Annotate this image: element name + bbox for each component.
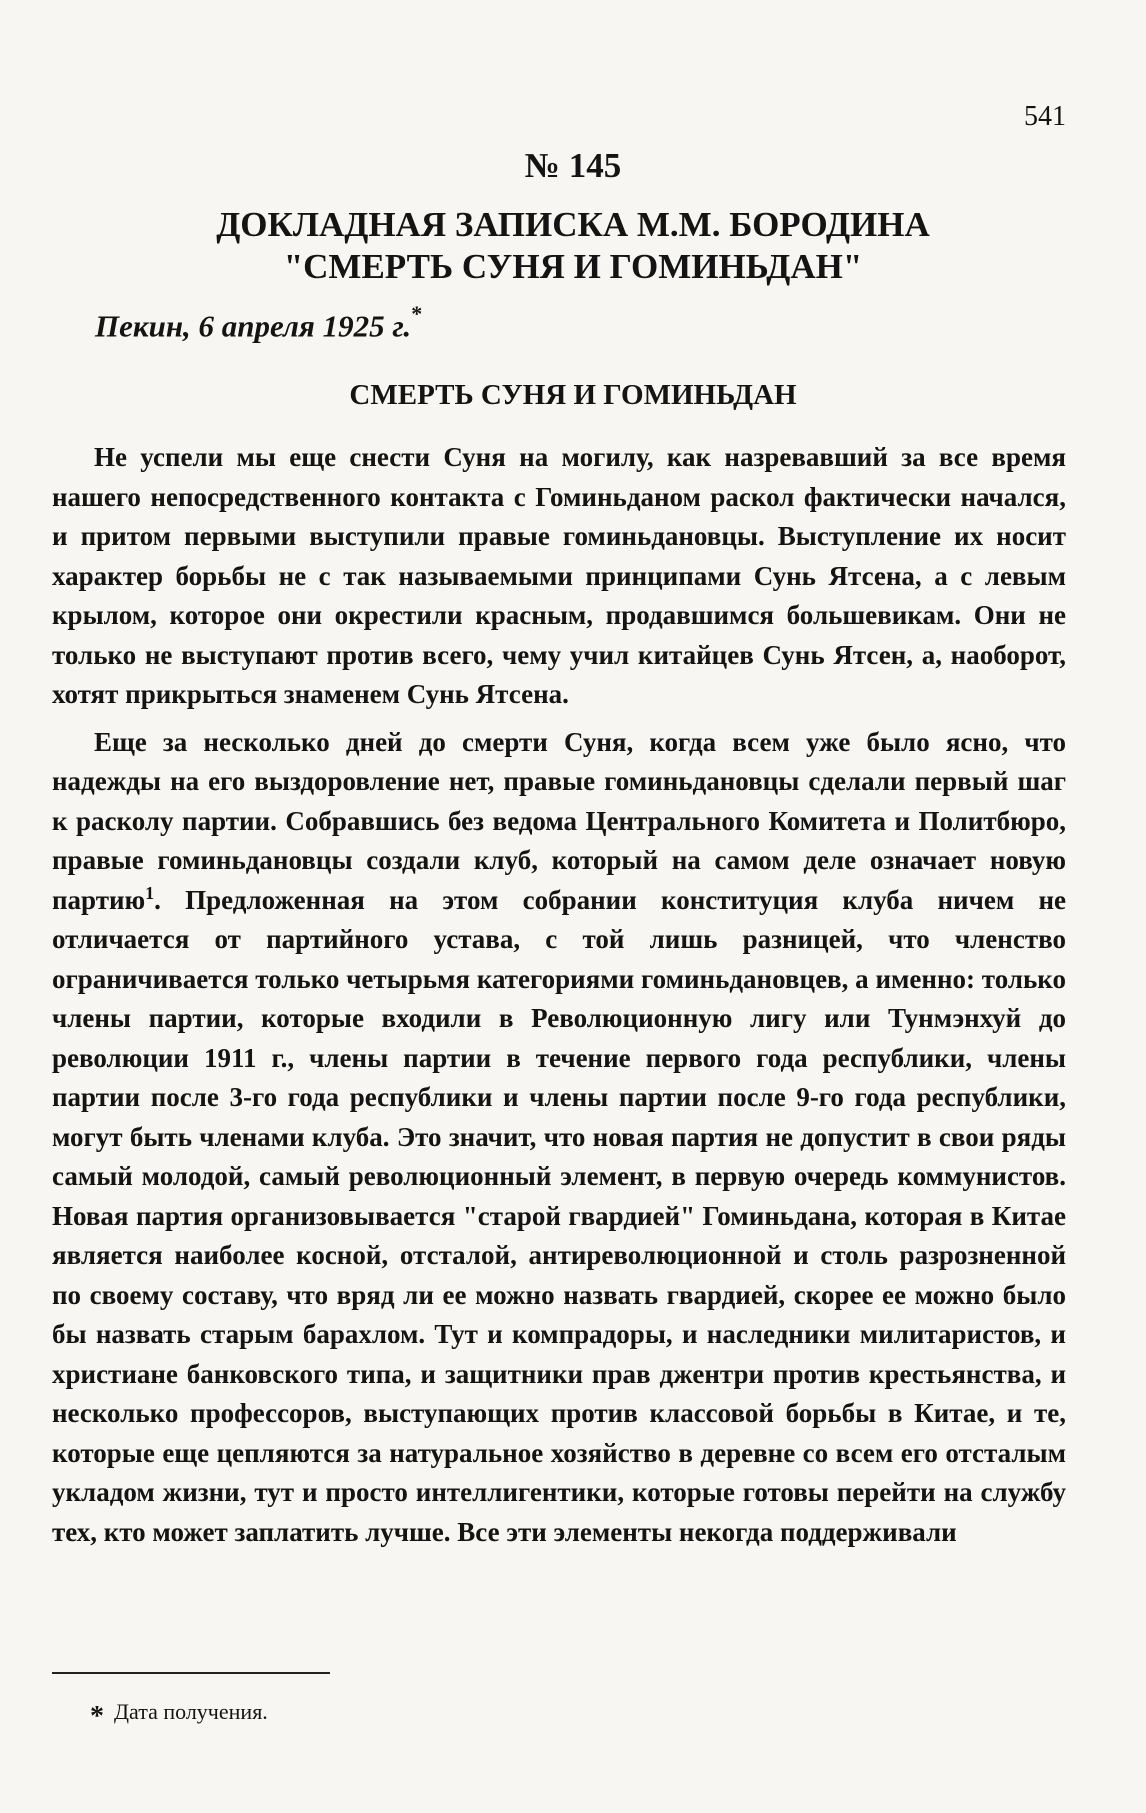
body-text [52, 438, 1066, 1552]
footnote-text: Дата получения. [114, 1699, 268, 1724]
paragraph [52, 723, 1066, 1553]
document-number: № 145 [524, 146, 622, 185]
paragraph: Не успели мы еще снести Суня на могилу, как назревавший за все время нашего непосредственного контакта с Гоминьданом раскол фактически начался, и притом первыми выступили правые гоминьдановцы. Выступление их носит характер борьбы не с так называемыми принципами Сунь Ятсена, а с левым крылом, которое они окрестили красным, продавшимся большевикам. Они не только не выступают против всего, чему учил китайцев Сунь Ятсен, а, наоборот, хотят прикрыться знаменем Сунь Ятсена. [52, 442, 1066, 709]
dateline-footnote-marker: * [411, 301, 423, 326]
dateline [95, 301, 423, 344]
footnote-divider [52, 1672, 330, 1674]
article-heading: СМЕРТЬ СУНЯ И ГОМИНЬДАН [349, 379, 797, 411]
note-reference: 1 [145, 882, 155, 903]
document-title [0, 204, 1146, 288]
footnote-marker: * [90, 1701, 104, 1732]
dateline-text: Пекин, 6 апреля 1925 г. [95, 308, 412, 344]
document-title-line-2: "СМЕРТЬ СУНЯ И ГОМИНЬДАН" [283, 247, 863, 286]
document-title-line-1: ДОКЛАДНАЯ ЗАПИСКА М.М. БОРОДИНА [216, 205, 930, 244]
footnote [90, 1697, 268, 1732]
paragraph-text: . Предложенная на этом собрании конституция клуба ничем не отличается от партийного устава, с той лишь разницей, что членство ограничивается только четырьмя категориями гоминьдановцев, а именно: только члены партии, которые входили в Революционную лигу или Тунмэнхуй до революции 1911 г., члены партии в течение первого года республики, члены партии после 3-го года республики и члены партии после 9-го года республики, могут быть членами клуба. Это значит, что новая партия не допустит в свои ряды самый молодой, самый революционный элемент, в первую очередь коммунистов. Новая партия организовывается "старой гвардией" Гоминьдана, которая в Китае является наиболее косной, отсталой, антиреволюционной и столь разрозненной по своему составу, что вряд ли ее можно назвать гвардией, скорее ее можно было бы назвать старым барахлом. Тут и компрадоры, и наследники милитаристов, и христиане банковского типа, и защитники прав джентри против крестьянства, и несколько профессоров, выступающих против классовой борьбы в Китае, и те, которые еще цепляются за натуральное хозяйство в деревне со всем его отсталым укладом жизни, тут и просто интеллигентики, которые готовы перейти на службу тех, кто может заплатить лучше. Все эти элементы некогда поддерживали [52, 884, 1066, 1547]
paragraph-text: Еще за несколько дней до смерти Суня, когда всем уже было ясно, что надежды на его выздоровление нет, правые гоминьдановцы сделали первый шаг к расколу партии. Собравшись без ведома Центрального Комитета и Политбюро, правые гоминьдановцы создали клуб, который на самом деле означает новую партию [52, 726, 1066, 915]
page-number: 541 [1024, 101, 1066, 132]
